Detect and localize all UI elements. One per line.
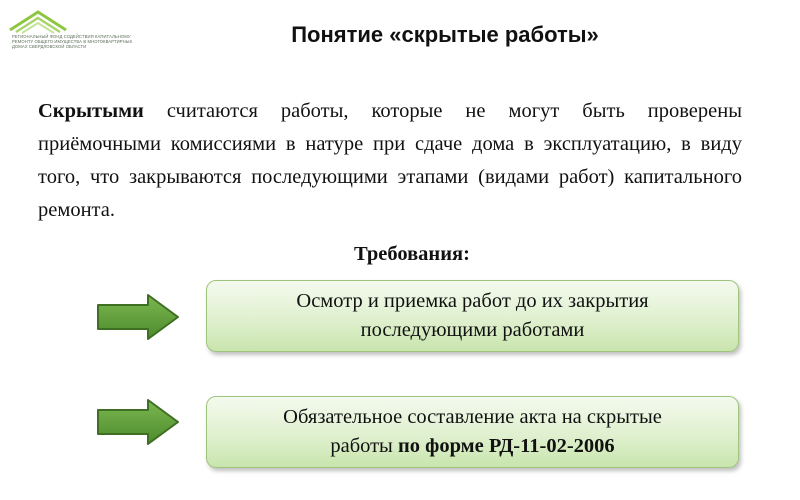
requirements-heading: Требования: [354,243,470,265]
page-title: Понятие «скрытые работы» [291,22,599,47]
requirement-line: последующими работами [360,319,585,341]
requirement-line-plain: работы [330,435,398,457]
requirement-box-1 [206,280,739,352]
requirement-line [283,432,662,461]
requirement-text [283,403,662,461]
right-arrow-icon [96,293,180,341]
right-arrow-icon [96,398,180,446]
requirement-line: Обязательное составление акта на скрытые [283,406,662,428]
logo-caption-line: РЕГИОНАЛЬНЫЙ ФОНД СОДЕЙСТВИЯ КАПИТАЛЬНОМУ [12,34,131,39]
requirement-line: Осмотр и приемка работ до их закрытия [296,290,649,312]
logo-caption-line: ДОМАХ СВЕРДЛОВСКОЙ ОБЛАСТИ [12,44,87,49]
requirement-box-2 [206,396,739,468]
definition-text: считаются работы, которые не могут быть проверены приёмочными комиссиями в натуре при сдаче дома в эксплуатацию, в виду того, что закрываются последующими этапами (видами работ) капитального ремонта. [38,100,742,221]
requirement-text [296,287,648,345]
logo-caption-line: РЕМОНТУ ОБЩЕГО ИМУЩЕСТВА В МНОГОКВАРТИРНЫХ [12,39,133,44]
definition-term: Скрытыми [38,100,144,122]
definition-paragraph [38,95,742,227]
requirement-form-reference: по форме РД-11-02-2006 [397,435,615,457]
